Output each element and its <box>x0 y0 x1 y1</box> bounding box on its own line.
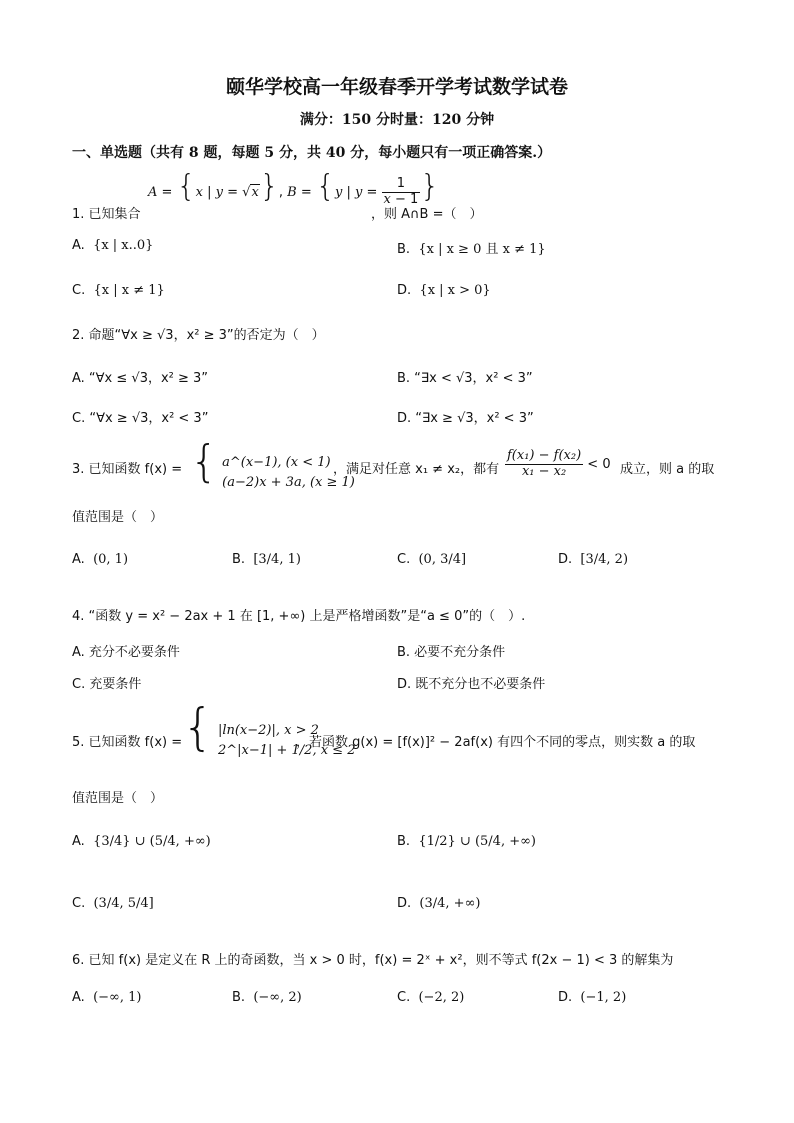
q5-option-b: B. {1/2} ∪ (5/4, +∞) <box>397 834 537 849</box>
q2-option-a: A. “∀x ≤ √3，x² ≥ 3” <box>72 371 209 386</box>
q6-option-c: C. (−2, 2) <box>397 990 465 1005</box>
q4-stem: 4. “函数 y = x² − 2ax + 1 在 [1, +∞) 上是严格增函数”是“a ≤ 0”的（ ）. <box>72 609 526 624</box>
q3-inequality: $\frac{\text{f(x₁) − f(x₂)}}{\text{x₁ − x₂}}$ < 0 <box>507 448 611 479</box>
q2-option-d: D. “∃x ≥ √3，x² < 3” <box>397 411 534 426</box>
q6-option-d: D. (−1, 2) <box>558 990 627 1005</box>
q4-option-d: D. 既不充分也不必要条件 <box>397 677 546 692</box>
q2-option-c: C. “∀x ≥ √3，x² < 3” <box>72 411 209 426</box>
q1-option-b: B. {x | x ≥ 0 且 x ≠ 1} <box>397 242 546 257</box>
q5-piecewise: { |ln(x−2)|, x > 2 2^|x−1| + 1/2, x ≤ 2 <box>182 702 355 760</box>
q5-option-d: D. (3/4, +∞) <box>397 896 481 911</box>
q3-stem-line2: 值范围是（ ） <box>72 510 164 525</box>
q5-stem-suffix: ，若函数 g(x) = [f(x)]² − 2af(x) 有四个不同的零点，则实数 a 的取 <box>296 735 696 750</box>
q2-stem: 2. 命题“∀x ≥ √3，x² ≥ 3”的否定为（ ） <box>72 328 325 343</box>
q3-stem-prefix: 3. 已知函数 f(x) = <box>72 462 183 477</box>
q5-option-a: A. {3/4} ∪ (5/4, +∞) <box>72 834 211 849</box>
q5-stem-prefix: 5. 已知函数 f(x) = <box>72 735 183 750</box>
q3-option-d: D. [3/4, 2) <box>558 552 629 567</box>
q6-stem: 6. 已知 f(x) 是定义在 R 上的奇函数，当 x > 0 时，f(x) = 2ˣ + x²，则不等式 f(2x − 1) < 3 的解集为 <box>72 953 674 968</box>
q1-sets: A = {x | y = √x}, B = {y | y = $\frac{1}{x - 1}$ } <box>148 169 440 207</box>
q5-option-c: C. (3/4, 5/4] <box>72 896 154 911</box>
q1-option-c: C. {x | x ≠ 1} <box>72 283 165 298</box>
q4-option-c: C. 充要条件 <box>72 677 142 692</box>
section-heading: 一、单选题（共有 8 题，每题 5 分，共 40 分，每小题只有一项正确答案.） <box>72 145 552 161</box>
q3-option-c: C. (0, 3/4] <box>397 552 467 567</box>
q3-option-b: B. [3/4, 1) <box>232 552 301 567</box>
q3-option-a: A. (0, 1) <box>72 552 129 567</box>
q5-case-2: 2^|x−1| + 1/2, x ≤ 2 <box>217 742 356 758</box>
q3-piecewise: { a^(x−1), (x < 1) (a−2)x + 3a, (x ≥ 1) <box>190 440 355 492</box>
q2-option-b: B. “∃x < √3，x² < 3” <box>397 371 533 386</box>
page-title: 颐华学校高一年级春季开学考试数学试卷 <box>225 76 568 98</box>
exam-info: 满分：150 分时量：120 分钟 <box>299 112 495 128</box>
q1-stem-prefix: 1. 已知集合 <box>72 207 141 222</box>
q1-option-a: A. {x | x..0} <box>72 238 154 253</box>
q3-case-1: a^(x−1), (x < 1) <box>222 455 331 470</box>
q6-option-a: A. (−∞, 1) <box>72 990 142 1005</box>
q6-option-b: B. (−∞, 2) <box>232 990 302 1005</box>
q4-option-a: A. 充分不必要条件 <box>72 645 180 660</box>
q4-option-b: B. 必要不充分条件 <box>397 645 506 660</box>
q1-option-d: D. {x | x > 0} <box>397 283 491 298</box>
q1-stem-suffix: ，则 A∩B =（ ） <box>371 207 483 222</box>
q3-stem-suffix: 成立，则 a 的取 <box>620 462 715 477</box>
q3-stem-mid: ，满足对任意 x₁ ≠ x₂，都有 <box>333 462 500 477</box>
q5-case-1: |ln(x−2)|, x > 2 <box>217 723 319 738</box>
q3-case-2: (a−2)x + 3a, (x ≥ 1) <box>222 474 355 490</box>
q5-stem-line2: 值范围是（ ） <box>72 791 164 806</box>
